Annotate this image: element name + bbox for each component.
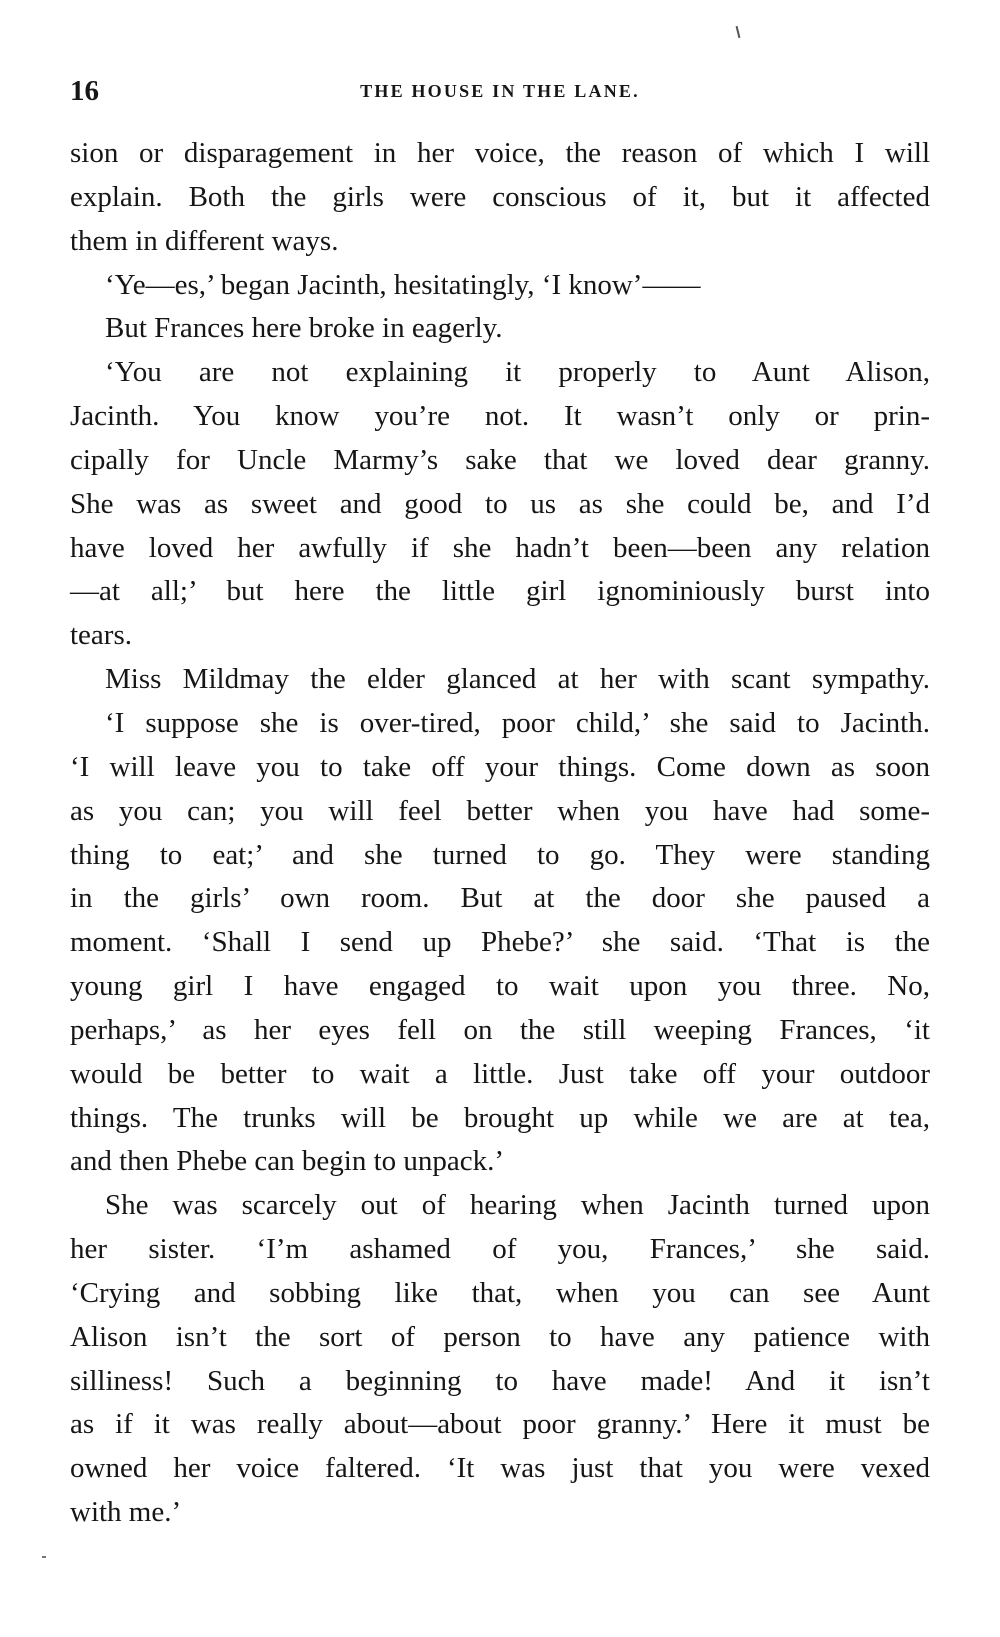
text-line: —at all;’ but here the little girl ignominiously burst into [70,575,930,608]
text-line: ‘Crying and sobbing like that, when you can see Aunt [70,1276,930,1309]
text-line: silliness! Such a beginning to have made! And it isn’t [70,1364,930,1397]
text-line: explain. Both the girls were conscious of it, but it affected [70,180,930,213]
text-line: ‘I will leave you to take off your things. Come down as soon [70,750,930,783]
text-line: She was as sweet and good to us as she could be, and I’d [70,487,930,520]
text-line: She was scarcely out of hearing when Jacinth turned upon [105,1189,930,1222]
text-line: ‘I suppose she is over-tired, poor child,’ she said to Jacinth. [105,706,930,739]
text-line: perhaps,’ as her eyes fell on the still weeping Frances, ‘it [70,1013,930,1046]
text-line: But Frances here broke in eagerly. [105,312,503,345]
text-line: her sister. ‘I’m ashamed of you, Frances,’ she said. [70,1233,930,1266]
body-text [70,132,930,1535]
text-line: Alison isn’t the sort of person to have any patience with [70,1320,930,1353]
text-line: thing to eat;’ and she turned to go. They were standing [70,838,930,871]
text-line: Jacinth. You know you’re not. It wasn’t only or prin- [70,400,930,433]
text-line: sion or disparagement in her voice, the reason of which I will [70,137,930,169]
text-line: ‘You are not explaining it properly to Aunt Alison, [105,356,930,389]
text-line: ‘Ye—es,’ began Jacinth, hesitatingly, ‘I know’—— [105,268,701,301]
text-line: young girl I have engaged to wait upon you three. No, [70,970,930,1003]
text-line: them in different ways. [70,224,339,257]
text-line: and then Phebe can begin to unpack.’ [70,1145,505,1178]
running-title: THE HOUSE IN THE LANE. [360,81,640,101]
text-line: Miss Mildmay the elder glanced at her with scant sympathy. [105,663,930,696]
text-line: tears. [70,619,132,652]
text-line: as if it was really about—about poor granny.’ Here it must be [70,1408,930,1441]
running-header [70,74,930,114]
text-line: owned her voice faltered. ‘It was just that you were vexed [70,1452,930,1485]
page-number: 16 [70,75,99,107]
text-line: have loved her awfully if she hadn’t been—been any relation [70,531,930,564]
text-line: with me.’ [70,1496,182,1529]
stray-ink-mark [736,26,741,38]
stray-ink-dot [42,1556,46,1558]
text-line: cipally for Uncle Marmy’s sake that we loved dear granny. [70,443,930,476]
text-line: things. The trunks will be brought up while we are at tea, [70,1101,930,1134]
text-line: in the girls’ own room. But at the door she paused a [70,882,930,915]
text-line: as you can; you will feel better when you have had some- [70,794,930,827]
text-line: moment. ‘Shall I send up Phebe?’ she said. ‘That is the [70,926,930,959]
text-line: would be better to wait a little. Just take off your outdoor [70,1057,930,1090]
